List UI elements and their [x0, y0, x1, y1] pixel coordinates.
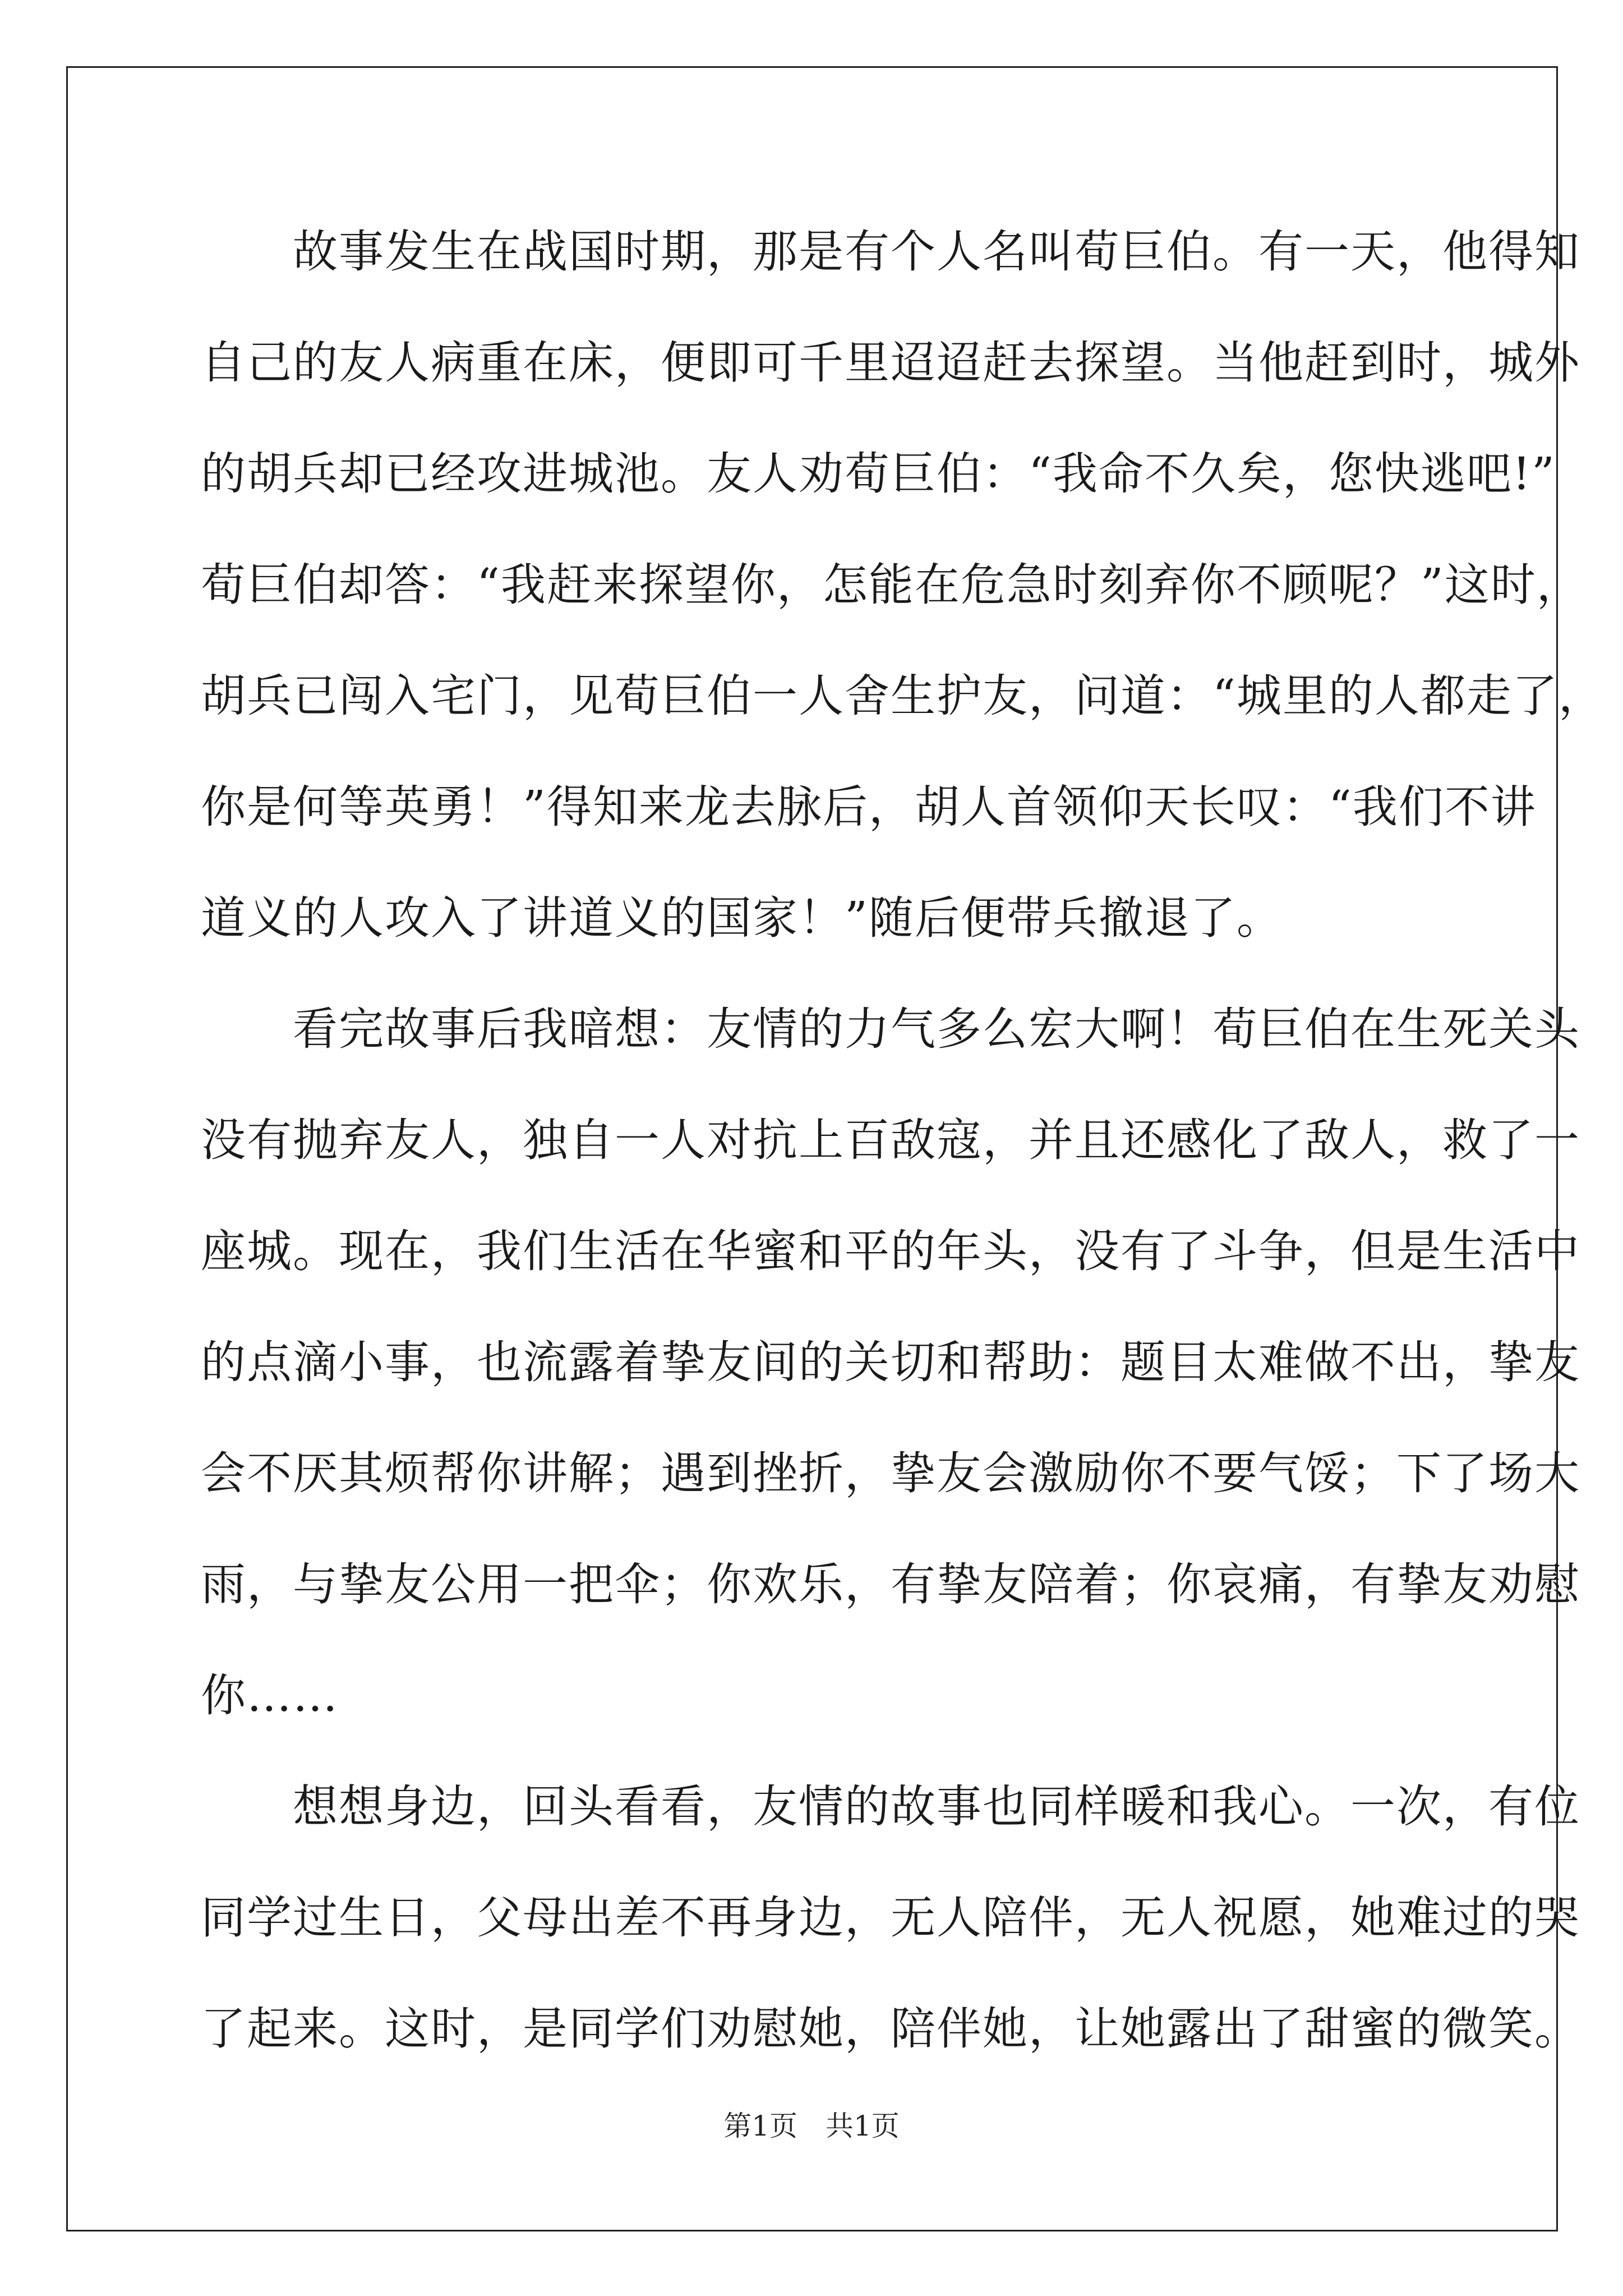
text-line: 荀巨伯却答：“我赶来探望你，怎能在危急时刻弃你不顾呢？”这时， — [201, 559, 1583, 611]
text-line: 同学过生日，父母出差不再身边，无人陪伴，无人祝愿，她难过的哭 — [201, 1892, 1580, 1944]
text-line: 想想身边，回头看看，友情的故事也同样暖和我心。一次，有位 — [201, 1780, 1580, 1833]
text-line: 故事发生在战国时期，那是有个人名叫荀巨伯。有一天，他得知 — [201, 226, 1580, 278]
text-line: 了起来。这时，是同学们劝慰她，陪伴她，让她露出了甜蜜的微笑。 — [201, 2003, 1580, 2055]
text-line: 会不厌其烦帮你讲解；遇到挫折，挚友会激励你不要气馁；下了场大 — [201, 1447, 1580, 1499]
text-line: 座城。现在，我们生活在华蜜和平的年头，没有了斗争，但是生活中 — [201, 1225, 1580, 1277]
document-body — [201, 219, 1604, 2107]
text-line: 胡兵已闯入宅门，见荀巨伯一人舍生护友，问道：“城里的人都走了， — [201, 670, 1604, 722]
text-line: 你…… — [201, 1669, 339, 1722]
text-line: 雨，与挚友公用一把伞；你欢乐，有挚友陪着；你哀痛，有挚友劝慰 — [201, 1558, 1580, 1611]
text-line: 没有抛弃友人，独自一人对抗上百敌寇，并且还感化了敌人，救了一 — [201, 1114, 1580, 1166]
text-line: 的胡兵却已经攻进城池。友人劝荀巨伯：“我命不久矣，您快逃吧!” — [201, 448, 1556, 500]
text-line: 的点滴小事，也流露着挚友间的关切和帮助：题目太难做不出，挚友 — [201, 1336, 1580, 1388]
text-line: 自己的友人病重在床，便即可千里迢迢赶去探望。当他赶到时，城外 — [201, 337, 1580, 389]
text-line: 道义的人攻入了讲道义的国家！”随后便带兵撤退了。 — [201, 892, 1283, 944]
text-line: 你是何等英勇！”得知来龙去脉后，胡人首领仰天长叹：“我们不讲 — [201, 781, 1537, 833]
text-line: 看完故事后我暗想：友情的力气多么宏大啊！荀巨伯在生死关头 — [201, 1003, 1580, 1055]
page-footer: 第1页 共1页 — [723, 2110, 900, 2142]
